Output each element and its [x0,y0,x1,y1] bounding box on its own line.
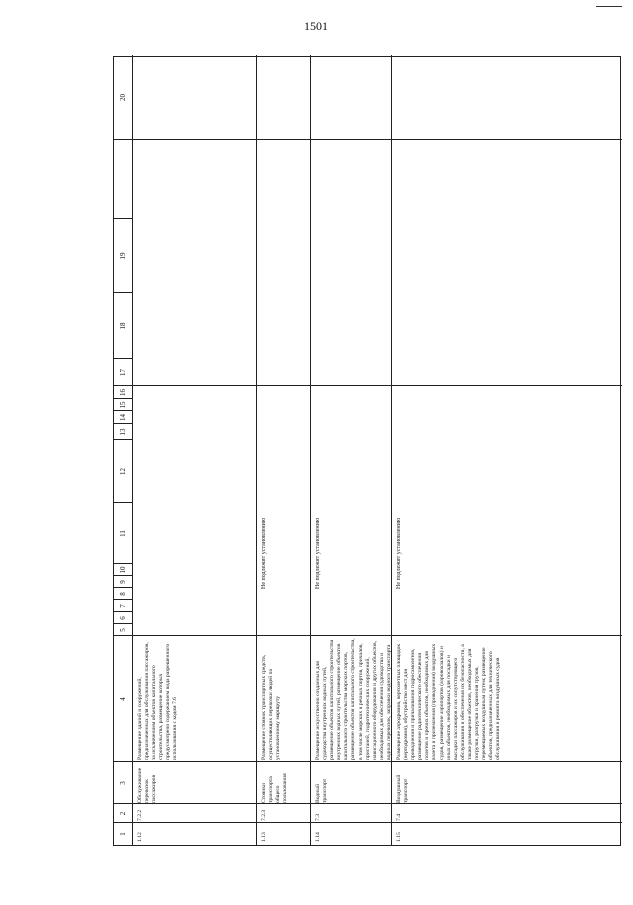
col-separator [114,822,622,823]
header-col-6: 6 [119,616,127,620]
header-col-12: 12 [119,468,127,475]
row-3-code: 7.3 [315,814,321,821]
col-separator [114,761,622,762]
header-col-13: 13 [119,428,127,436]
row-1-code: 7.2.2 [137,809,143,821]
header-col-1: 1 [119,832,127,836]
header-col-3: 3 [119,781,127,785]
header-col-5: 5 [119,628,127,632]
header-col-15: 15 [119,401,127,409]
header-col-8: 8 [119,592,127,596]
row-1-name: Обслуживание перевозок пассажиров [137,767,158,803]
row-2-name: Стоянки транспорта общего пользования [261,773,289,803]
header-rule [596,6,622,7]
header-col-9: 9 [119,580,127,584]
row-4-note: Не подлежит установлению [396,517,402,589]
row-2-note: Не подлежит установлению [261,517,267,589]
row-4-name: Воздушный транспорт [396,774,410,803]
header-col-14: 14 [119,414,127,421]
row-3-num: 1.14 [315,832,321,842]
row-3-note: Не подлежит установлению [315,517,321,589]
row-3-description: Размещение искусственно созданных для судоходства внутренних водных путей, размещение объектов капитального строительства внутренних водных путей, размещение объектов капитального строительства морских портов, размещение объектов капитального строительства, в том числе морских и речных портов, причалов, пристаней, гидротехнических сооружений, навигационного оборудования и других объектов, необходимых для обеспечения судоходства и водных перевозок, заправки водного транспорта [315,638,392,760]
row-1-description: Размещение зданий и сооружений, предназначенных для обслуживания пассажиров, за исключением объектов капитального строительства, размещение которых предусмотрено содержанием вида разрешенного использования с кодом 7.6 [137,642,179,760]
col-separator [114,385,622,386]
col-separator [114,803,622,804]
row-4-num: 1.15 [396,832,402,842]
header-col-11: 11 [119,530,127,537]
header-col-10: 10 [119,566,127,574]
header-col-20: 20 [119,94,127,101]
row-2-num: 1.13 [261,832,267,842]
row-2-code: 7.2.3 [261,809,267,821]
row-1-num: 1.12 [137,832,143,842]
col-separator [114,635,622,636]
header-col-4: 4 [119,697,127,701]
header-col-19: 19 [119,252,127,260]
row-3-name: Водный транспорт [315,778,329,803]
col-separator [114,139,622,140]
page-number: 1501 [304,19,328,33]
header-col-16: 16 [119,389,127,396]
header-col-7: 7 [119,604,127,608]
row-4-code: 7.4 [396,814,402,821]
header-col-18: 18 [119,322,127,330]
row-2-description: Размещение стоянок транспортных средств, осуществляющих перевозки людей по установленному маршруту [261,654,282,760]
header-col-17: 17 [119,369,127,376]
header-col-2: 2 [119,811,127,816]
row-4-description: Размещение аэродромов, вертолетных площадок (вертодромов), обустройство мест для приводнения и причаливания гидросамолетов, размещение радиотехнического обеспечения полетов и прочих объектов, необходимых для взлета и приземления (приводнения) воздушных судов, размещение аэропортов (аэровокзалов) и иных объектов, необходимых для посадки и высадки пассажиров и их сопутствующего обслуживания и обеспечения их безопасности, а также размещение объектов, необходимых для погрузки, разгрузки и хранения грузов, перемещаемых воздушным путем; размещение объектов, предназначенных для технического обслуживания и ремонта воздушных судов [396,643,502,760]
rotated-table [113,56,621,846]
header-separator [132,55,133,845]
